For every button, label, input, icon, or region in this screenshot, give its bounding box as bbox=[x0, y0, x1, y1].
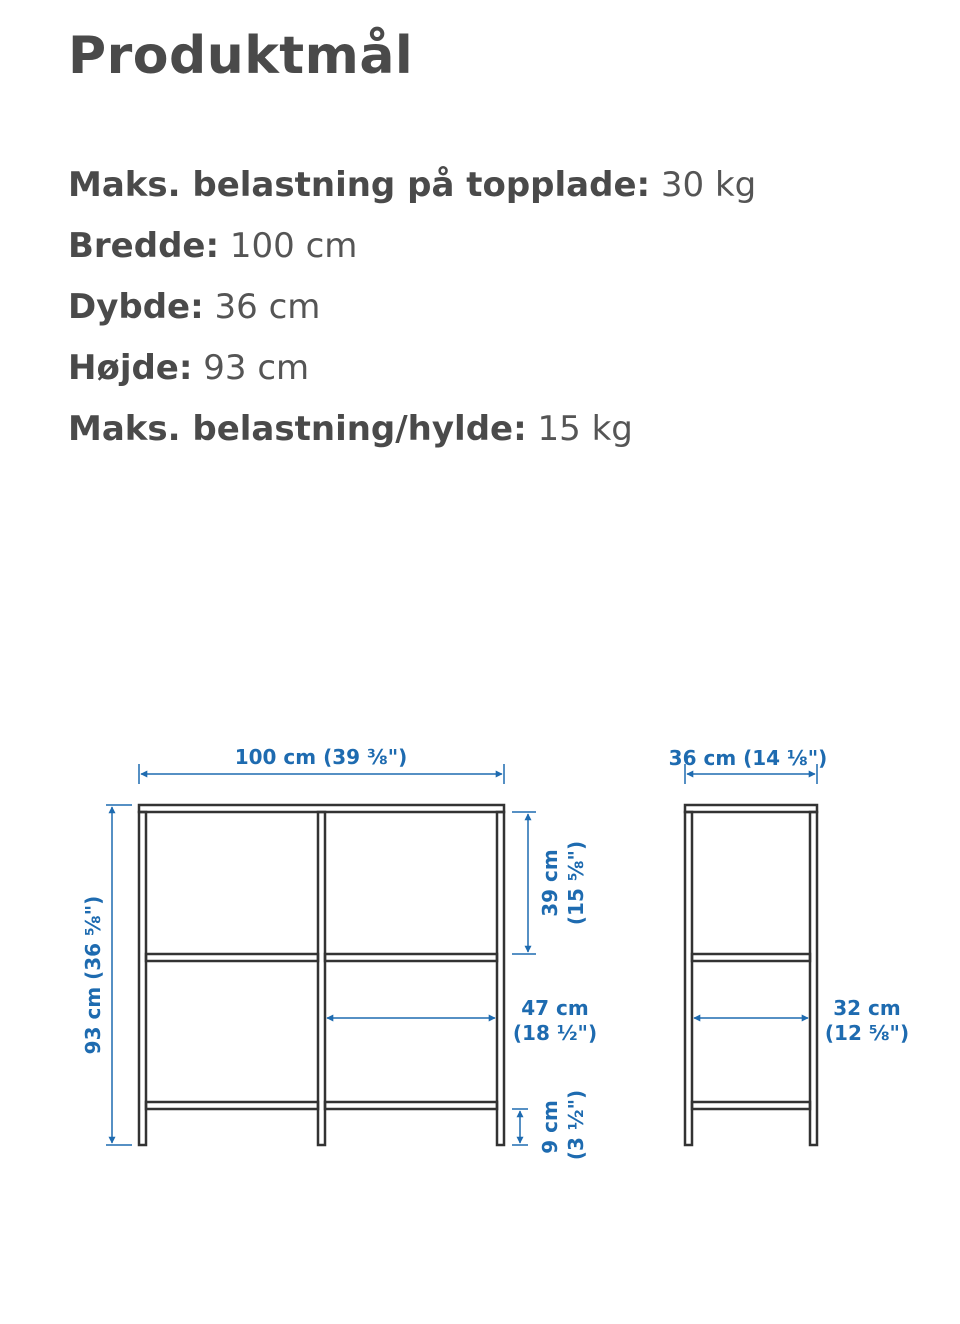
side-bottom-shelf bbox=[692, 1102, 810, 1109]
front-shelf-right bbox=[325, 954, 497, 961]
front-view-shelf bbox=[139, 805, 504, 1145]
spec-height bbox=[68, 341, 756, 402]
clearance-cm: 9 cm bbox=[538, 1100, 562, 1154]
page-title: Produktmål bbox=[68, 26, 414, 86]
spec-label: Maks. belastning på topplade: bbox=[68, 165, 651, 205]
spec-label: Højde: bbox=[68, 348, 193, 388]
height-dimension bbox=[106, 805, 132, 1145]
shelf-width-in: (18 ½") bbox=[512, 1021, 598, 1045]
side-shelf bbox=[692, 954, 810, 961]
spec-max-load-shelf bbox=[68, 402, 756, 463]
spec-max-load-top bbox=[68, 158, 756, 219]
front-bottom-shelf-right bbox=[325, 1102, 497, 1109]
spec-depth bbox=[68, 280, 756, 341]
clearance-dimension bbox=[512, 1109, 528, 1145]
side-left-post bbox=[685, 812, 692, 1145]
clearance-in: (3 ½") bbox=[564, 1089, 588, 1161]
spec-value: 36 cm bbox=[214, 287, 321, 327]
side-view-shelf bbox=[685, 805, 817, 1145]
front-bottom-shelf-left bbox=[146, 1102, 318, 1109]
top-shelf-spacing-cm: 39 cm bbox=[538, 849, 562, 917]
front-middle-post bbox=[318, 812, 325, 1145]
height-label: 93 cm (36 ⅝") bbox=[81, 895, 105, 1055]
front-shelf-left bbox=[146, 954, 318, 961]
front-right-post bbox=[497, 812, 504, 1145]
front-left-post bbox=[139, 812, 146, 1145]
side-top-plate bbox=[685, 805, 817, 812]
width-label: 100 cm (39 ⅜") bbox=[234, 745, 408, 769]
depth-label: 36 cm (14 ⅛") bbox=[668, 746, 828, 770]
shelf-depth-cm: 32 cm bbox=[833, 996, 901, 1020]
spec-value: 93 cm bbox=[203, 348, 310, 388]
side-right-post bbox=[810, 812, 817, 1145]
top-shelf-spacing-dimension bbox=[512, 812, 536, 954]
product-specs-list bbox=[68, 158, 756, 463]
spec-label: Maks. belastning/hylde: bbox=[68, 409, 527, 449]
shelf-width-cm: 47 cm bbox=[521, 996, 589, 1020]
spec-value: 30 kg bbox=[660, 165, 757, 205]
spec-value: 100 cm bbox=[229, 226, 358, 266]
shelf-depth-in: (12 ⅝") bbox=[824, 1021, 910, 1045]
top-shelf-spacing-in: (15 ⅝") bbox=[564, 840, 588, 926]
dimension-drawing bbox=[0, 700, 960, 1200]
spec-width bbox=[68, 219, 756, 280]
spec-label: Bredde: bbox=[68, 226, 220, 266]
spec-value: 15 kg bbox=[537, 409, 633, 449]
spec-label: Dybde: bbox=[68, 287, 204, 327]
